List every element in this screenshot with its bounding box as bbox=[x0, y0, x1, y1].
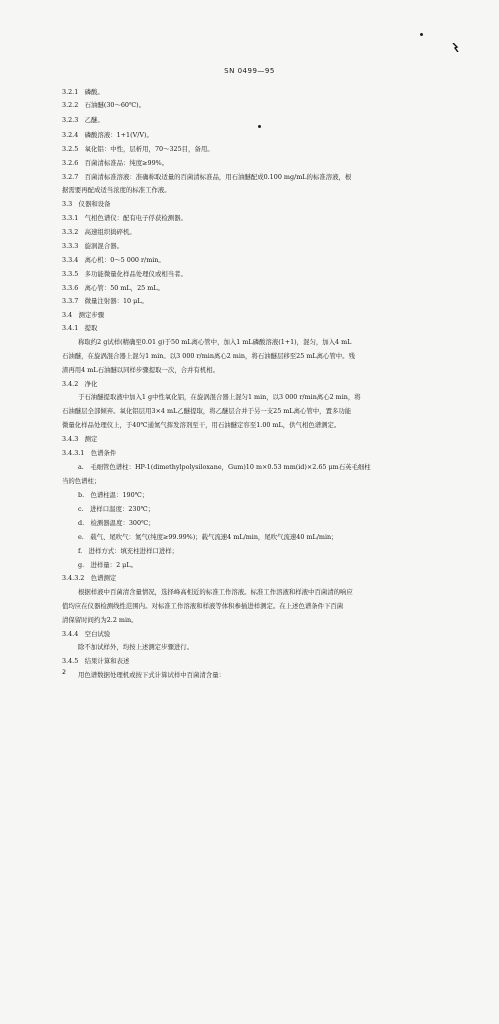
text-line: 3.4.4 空白试验 bbox=[62, 630, 111, 638]
text-line: g. 进样量：2 μL。 bbox=[78, 561, 137, 569]
text-line: 用色谱数据处理机或按下式计算试样中百菌清含量： bbox=[78, 671, 225, 679]
text-line: 根据样液中百菌清含量情况，选择峰高相近的标准工作溶液。标准工作溶液和样液中百菌清的响应 bbox=[78, 588, 353, 596]
page-number: 2 bbox=[62, 668, 67, 676]
text-line: 除不加试样外，均按上述测定步骤进行。 bbox=[78, 643, 194, 651]
text-line: 3.2.7 百菌清标准溶液：准确称取适量的百菌清标准品，用石油醚配成0.100 mg/mL的标准溶液，根 bbox=[62, 173, 352, 181]
scan-mark-icon bbox=[452, 43, 459, 52]
text-line: d. 检测器温度：300℃； bbox=[78, 519, 155, 527]
text-line: 3.4.3.2 色谱测定 bbox=[62, 574, 117, 582]
text-line: 3.2.2 石油醚(30～60℃)。 bbox=[62, 101, 146, 109]
text-line: 3.2.6 百菌清标准品：纯度≥99%。 bbox=[62, 159, 169, 167]
scan-speck bbox=[420, 33, 423, 36]
text-line: 3.3.1 气相色谱仪：配有电子俘获检测器。 bbox=[62, 214, 187, 222]
text-line: 3.4.2 净化 bbox=[62, 380, 98, 388]
text-line: 称取约2 g试样(精确至0.01 g)于50 mL离心管中，加入1 mL磷酸溶液(1+1)，混匀，加入4 mL bbox=[78, 338, 352, 346]
text-line: 石油醚层全部倾弃。氧化铝层用3×4 mL乙醚提取，将乙醚层合并于另一支25 mL离心管中，置多功能 bbox=[62, 407, 352, 415]
text-line: 3.3.2 高速组织捣碎机。 bbox=[62, 228, 136, 236]
text-line: 微量化样品处理仪上，于40℃通氮气挥发溶剂至干，用石油醚定容至1.00 mL，供气相色谱测定。 bbox=[62, 421, 341, 429]
text-line: 3.2.1 磷酸。 bbox=[62, 88, 104, 96]
text-line: 3.3.5 多功能微量化样品处理仪或相当者。 bbox=[62, 270, 187, 278]
text-line: f. 进样方式：填充柱进样口进样； bbox=[78, 547, 179, 555]
text-line: 3.4 测定步骤 bbox=[62, 311, 105, 319]
text-line: 3.3 仪器和设备 bbox=[62, 200, 111, 208]
text-line: 3.3.4 离心机：0～5 000 r/min。 bbox=[62, 256, 165, 264]
text-line: 当的色谱柱； bbox=[62, 477, 101, 485]
text-line: 3.3.3 旋涡混合器。 bbox=[62, 242, 123, 250]
text-line: 3.4.3.1 色谱条件 bbox=[62, 449, 117, 457]
text-line: e. 载气、尾吹气：氮气(纯度≥99.99%)；载气流速4 mL/min，尾吹气流速40 mL/min； bbox=[78, 533, 338, 541]
scan-speck bbox=[258, 125, 261, 128]
text-line: a. 毛细管色谱柱：HP-1(dimethylpolysiloxane，Gum)10 m×0.53 mm(id)×2.65 μm石英毛细柱 bbox=[78, 463, 371, 471]
text-line: 据需要再配成适当浓度的标准工作液。 bbox=[62, 186, 171, 194]
text-line: 3.4.5 结果计算和表述 bbox=[62, 657, 130, 665]
text-line: 3.2.4 磷酸溶液：1+1(V/V)。 bbox=[62, 131, 153, 139]
page-header: SN 0499—95 bbox=[224, 67, 275, 75]
text-line: 于石油醚提取液中加入1 g中性氧化铝，在旋涡混合器上混匀1 min，以3 000 r/min离心2 min，将 bbox=[78, 393, 361, 401]
text-line: c. 进样口温度：230℃； bbox=[78, 505, 155, 513]
text-line: b. 色谱柱温：190℃； bbox=[78, 491, 149, 499]
text-line: 3.4.3 测定 bbox=[62, 435, 98, 443]
text-line: 3.4.1 提取 bbox=[62, 324, 98, 332]
text-line: 3.3.7 微量注射器：10 μL。 bbox=[62, 297, 148, 305]
text-line: 3.3.6 离心管：50 mL，25 mL。 bbox=[62, 284, 164, 292]
text-line: 清保留时间约为2.2 min。 bbox=[62, 616, 138, 624]
text-line: 3.2.3 乙醚。 bbox=[62, 116, 104, 124]
text-line: 3.2.5 氧化铝：中性，层析用，70～325目，备用。 bbox=[62, 145, 214, 153]
text-line: 石油醚，在旋涡混合器上混匀1 min。以3 000 r/min离心2 min，将石油醚层移至25 mL离心管中。残 bbox=[62, 352, 355, 360]
text-line: 渣再用4 mL石油醚以同样步骤提取一次，合并有机相。 bbox=[62, 366, 219, 374]
text-line: 值均应在仪器检测线性范围内。对标准工作溶液和样液等体积参插进样测定。在上述色谱条件下百菌 bbox=[62, 602, 344, 610]
